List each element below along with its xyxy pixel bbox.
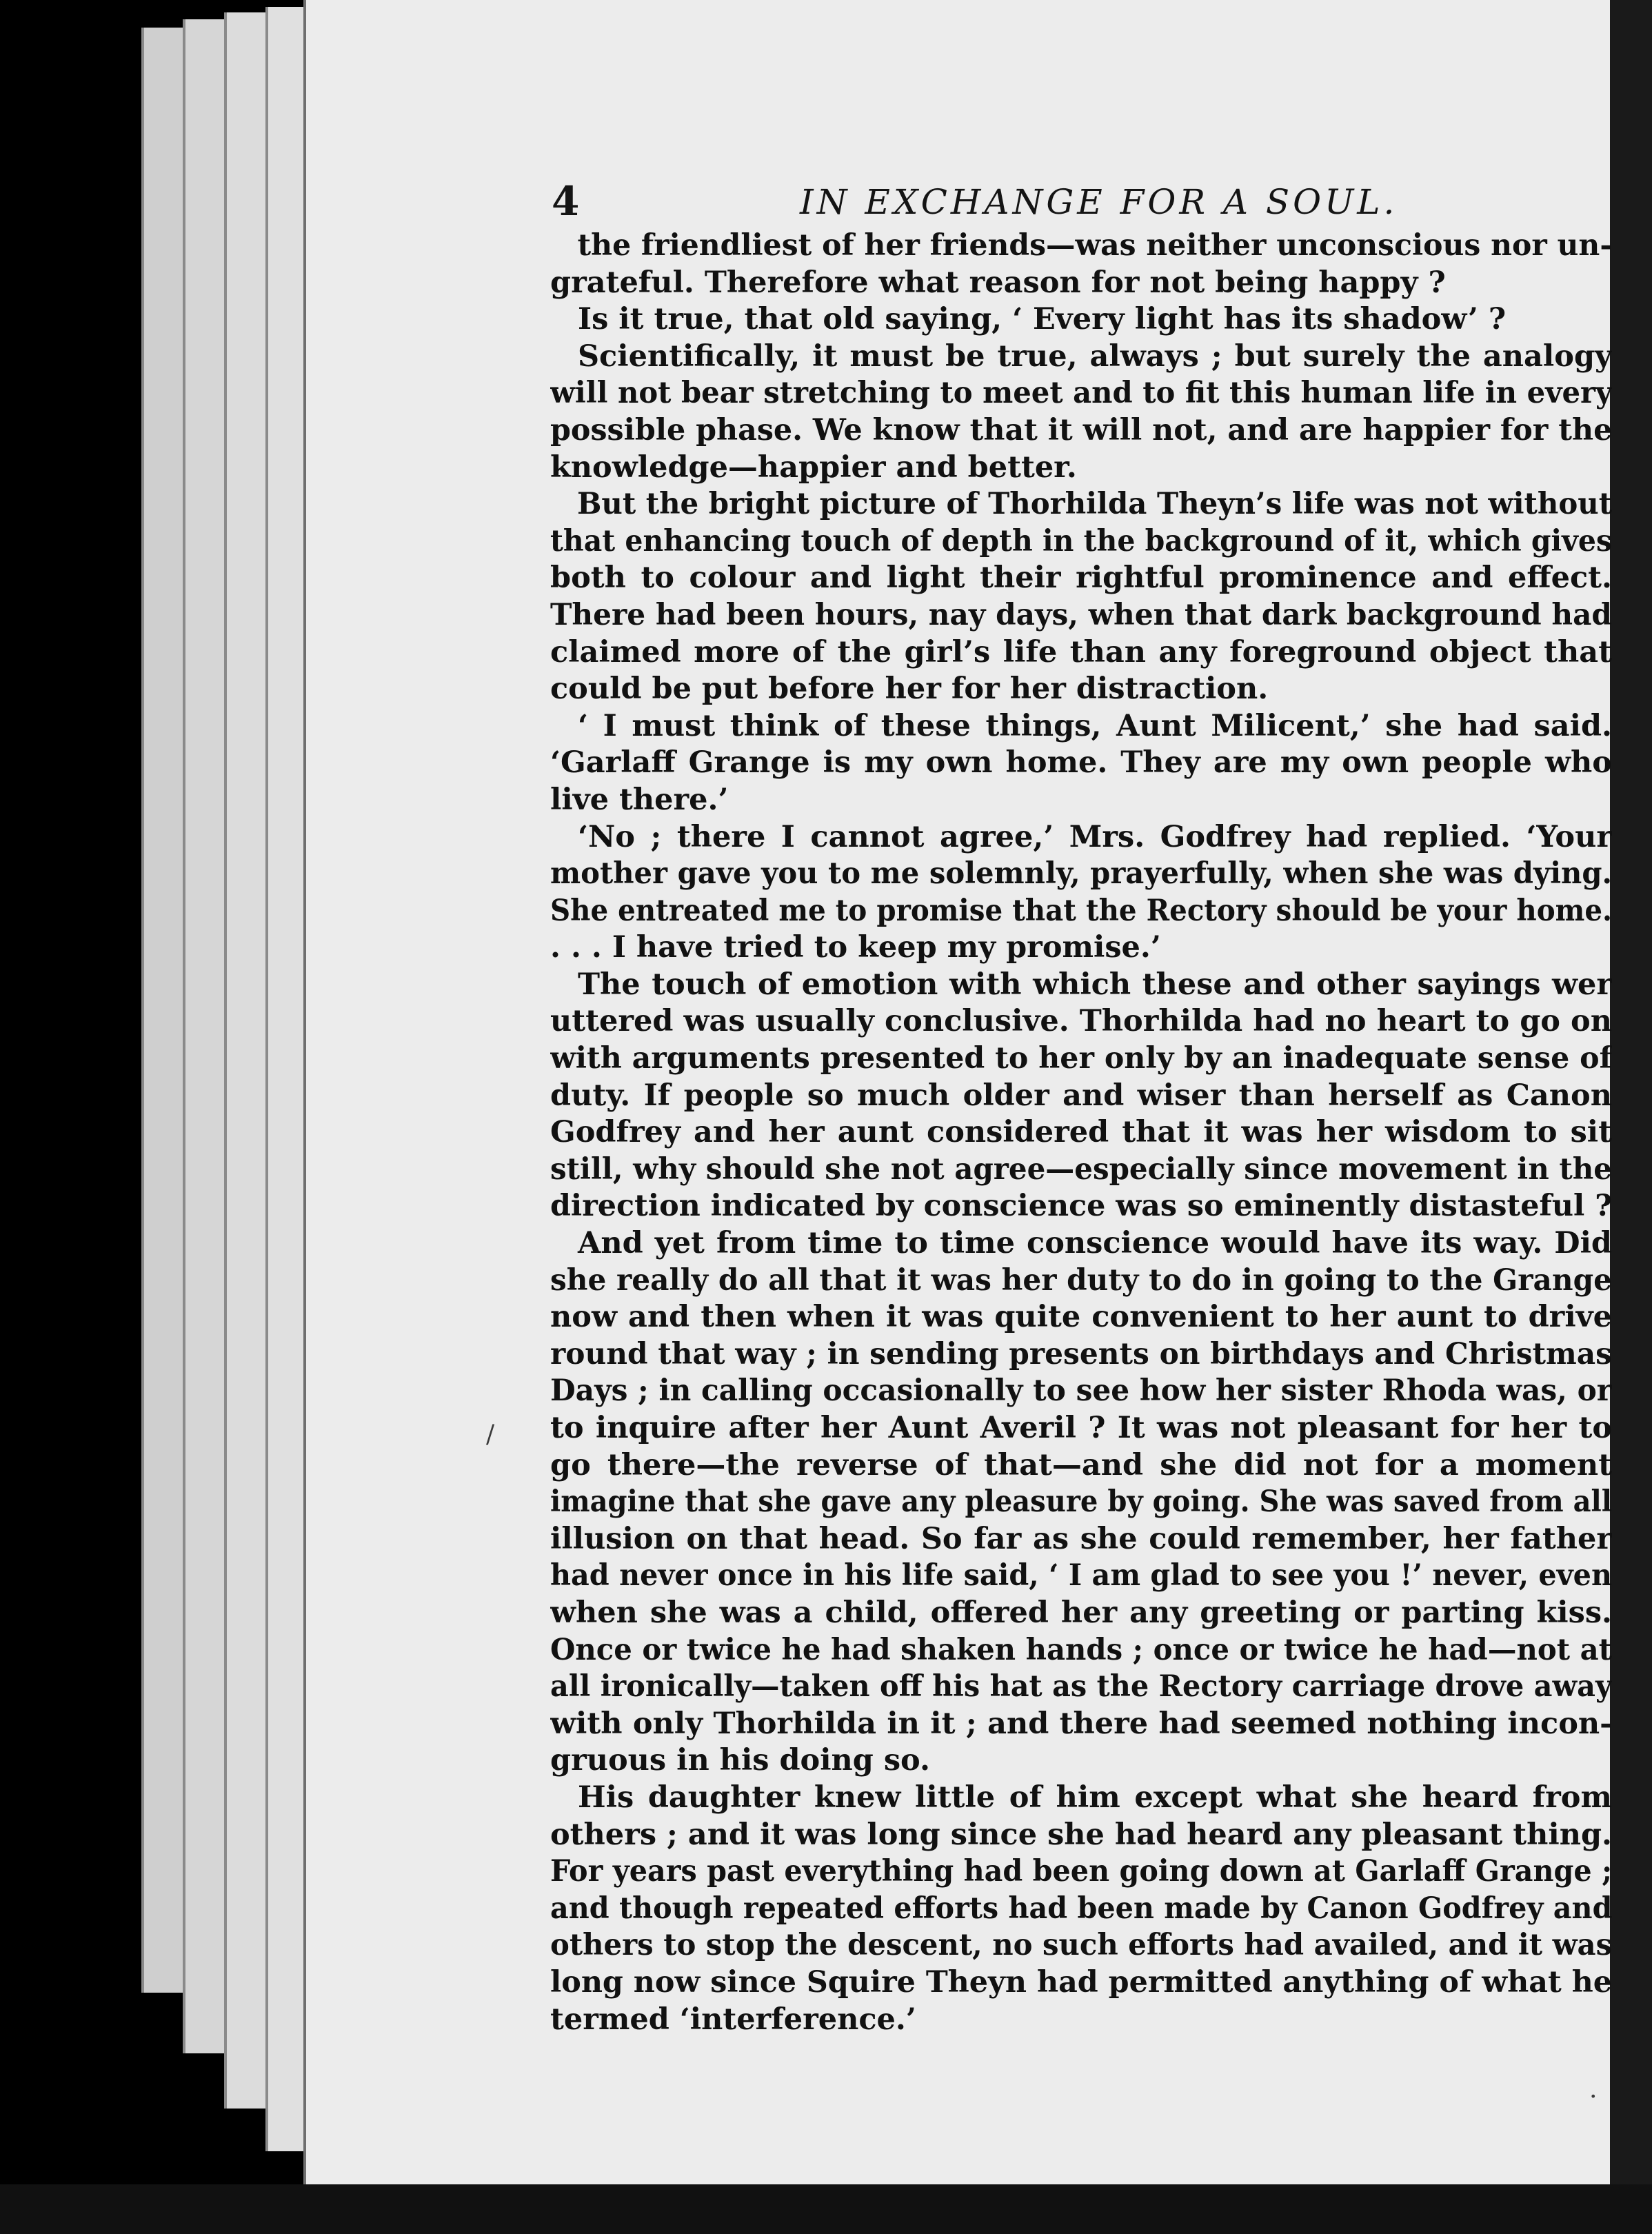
text-line: with arguments presented to her only by an inadequate sense of <box>550 1041 1612 1076</box>
text-line: both to colour and light their rightful prominence and effect. <box>550 561 1612 596</box>
text-line: She entreated me to promise that the Rectory should be your home. <box>550 893 1613 928</box>
text-line: illusion on that head. So far as she could remember, her father <box>550 1521 1612 1556</box>
running-title: IN EXCHANGE FOR A SOUL. <box>800 182 1398 222</box>
text-line: duty. If people so much older and wiser than herself as Canon <box>550 1078 1612 1113</box>
text-line: For years past everything had been going down at Garlaff Grange ; <box>550 1854 1613 1889</box>
text-line: Godfrey and her aunt considered that it was her wisdom to sit <box>550 1115 1612 1150</box>
text-line: others ; and it was long since she had heard any pleasant thing. <box>550 1817 1612 1852</box>
text-line: There had been hours, nay days, when that dark background had <box>550 597 1612 632</box>
text-line: Is it true, that old saying, ‘ Every light has its shadow’ ? <box>578 302 1507 337</box>
text-line: . . . I have tried to keep my promise.’ <box>550 930 1161 965</box>
text-line: round that way ; in sending presents on birthdays and Christmas <box>550 1336 1613 1371</box>
scan-border-bottom <box>0 2184 1652 2234</box>
text-line: Once or twice he had shaken hands ; once or twice he had—not at <box>550 1632 1612 1667</box>
text-line: long now since Squire Theyn had permitted anything of what he <box>550 1964 1613 2000</box>
page-edge <box>183 19 227 2053</box>
text-line: Days ; in calling occasionally to see how her sister Rhoda was, or <box>550 1373 1613 1409</box>
text-line: ‘Garlaff Grange is my own home. They are my own people who <box>550 745 1612 781</box>
text-line: imagine that she gave any pleasure by going. She was saved from all <box>550 1485 1612 1520</box>
page-header <box>552 178 1398 226</box>
paragraph <box>550 228 1612 301</box>
text-line: knowledge—happier and better. <box>550 450 1077 485</box>
text-line: gruous in his doing so. <box>550 1743 930 1778</box>
text-line: that enhancing touch of depth in the background of it, which gives <box>550 523 1613 558</box>
text-line: The touch of emotion with which these and other sayings wer <box>578 967 1612 1002</box>
stray-mark: . <box>1589 2075 1598 2104</box>
text-line: when she was a child, offered her any greeting or parting kiss. <box>550 1595 1612 1630</box>
text-line: could be put before her for her distraction. <box>550 672 1269 707</box>
page-edge <box>224 12 268 2109</box>
paragraph <box>550 486 1612 708</box>
text-line: the friendliest of her friends—was neither unconscious nor un- <box>577 228 1612 263</box>
text-line: mother gave you to me solemnly, prayerfully, when she was dying. <box>550 856 1613 892</box>
paragraph <box>550 708 1612 819</box>
text-line: go there—the reverse of that—and she did not for a moment <box>550 1447 1612 1482</box>
paragraph <box>550 967 1612 1225</box>
text-line: had never once in his life said, ‘ I am glad to see you !’ never, even <box>550 1558 1613 1593</box>
text-line: claimed more of the girl’s life than any foreground object that <box>550 634 1612 670</box>
text-line: termed ‘interference.’ <box>550 2002 916 2037</box>
text-line: she really do all that it was her duty to do in going to the Grange <box>550 1262 1612 1298</box>
text-line: His daughter knew little of him except what she heard from <box>578 1780 1612 1815</box>
text-line: will not bear stretching to meet and to fit this human life in every <box>550 376 1613 411</box>
paragraph <box>550 1780 1612 2038</box>
text-line: Scientifically, it must be true, always ; but surely the analogy <box>578 339 1612 374</box>
text-line: But the bright picture of Thorhilda Theyn’s life was not without <box>576 487 1613 522</box>
text-line: ‘No ; there I cannot agree,’ Mrs. Godfrey had replied. ‘Your <box>578 819 1612 854</box>
text-line: direction indicated by conscience was so eminently distasteful ? <box>550 1189 1613 1224</box>
paragraph <box>550 339 1612 486</box>
text-line: to inquire after her Aunt Averil ? It was not pleasant for her to <box>550 1411 1612 1445</box>
text-line: others to stop the descent, no such efforts had availed, and it was <box>550 1928 1612 1963</box>
scan-border-right <box>1610 0 1652 2234</box>
text-line: and though repeated efforts had been made by Canon Godfrey and <box>550 1891 1613 1926</box>
text-line: live there.’ <box>550 782 729 817</box>
paragraph <box>550 301 1612 339</box>
text-line: now and then when it was quite convenient to her aunt to drive <box>550 1300 1612 1335</box>
text-line: grateful. Therefore what reason for not being happy ? <box>550 265 1446 300</box>
text-line: And yet from time to time conscience would have its way. Did <box>578 1226 1612 1261</box>
paragraph <box>550 819 1612 967</box>
stray-mark: / <box>486 1420 495 1449</box>
text-line: still, why should she not agree—especially since movement in the <box>550 1151 1612 1187</box>
page-number: 4 <box>552 178 580 225</box>
text-line: all ironically—taken off his hat as the Rectory carriage drove away <box>550 1669 1612 1704</box>
page-edge <box>141 28 185 1993</box>
body-text <box>550 228 1612 2038</box>
text-line: uttered was usually conclusive. Thorhilda had no heart to go on <box>550 1004 1612 1039</box>
paragraph <box>550 1225 1612 1780</box>
text-line: with only Thorhilda in it ; and there had seemed nothing incon- <box>550 1706 1612 1741</box>
text-line: possible phase. We know that it will not, and are happier for the <box>550 412 1612 447</box>
text-line: ‘ I must think of these things, Aunt Milicent,’ she had said. <box>578 708 1612 743</box>
